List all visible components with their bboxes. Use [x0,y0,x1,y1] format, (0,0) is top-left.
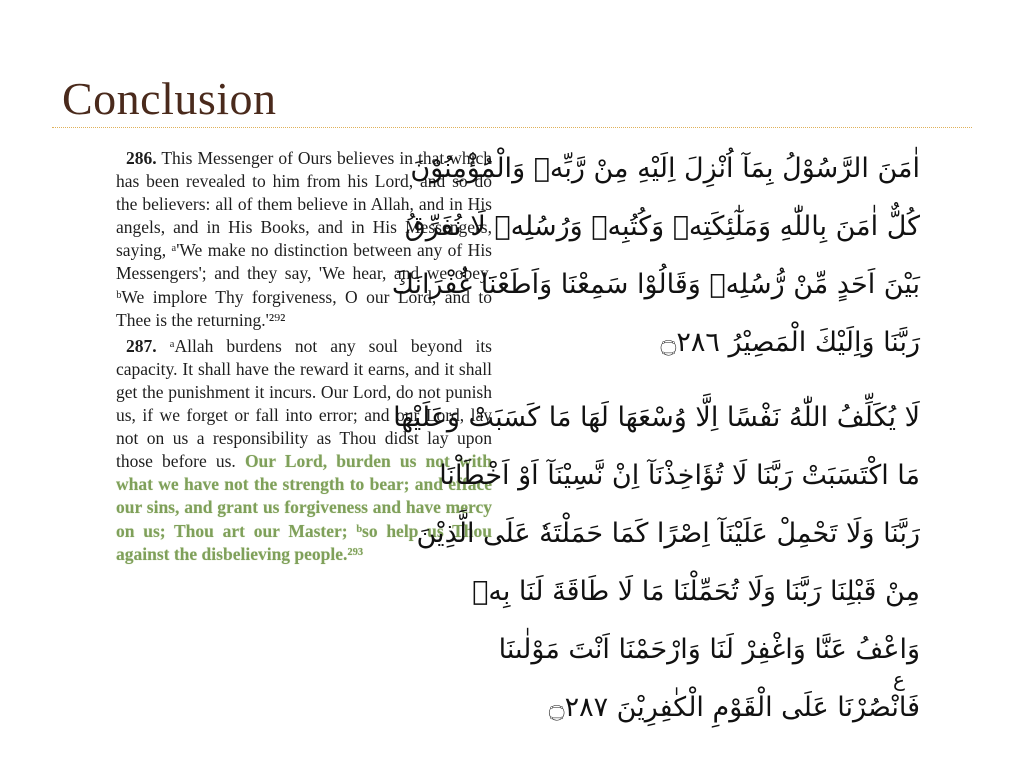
arabic-line: كُلٌّ اٰمَنَ بِاللّٰهِ وَمَلٰٓئِكَتِهٖ وَكُتُبِهٖ وَرُسُلِهٖ لَا نُفَرِّقُ [404,211,920,242]
title-divider [52,127,972,128]
arabic-line: لَا يُكَلِّفُ اللّٰهُ نَفْسًا اِلَّا وُسْعَهَا لَهَا مَا كَسَبَتْ وَعَلَيْهَا [393,402,920,433]
arabic-line: اٰمَنَ الرَّسُوْلُ بِمَآ اُنْزِلَ اِلَيْهِ مِنْ رَّبِّهٖ وَالْمُؤْمِنُوْنَ [410,153,920,184]
arabic-line: مِنْ قَبْلِنَا رَبَّنَا وَلَا تُحَمِّلْنَا مَا لَا طَاقَةَ لَنَا بِهٖ [472,576,920,607]
verse-text: ᵃAllah burdens not any soul beyond its capacity. It shall have the reward it earns, and it shall get the punishment it incurs. Our Lord, do not punish us, if we forget or fall into error; and our Lord, lay not on us a responsibility as Thou didst lay upon those before us. [116,335,492,472]
ruku-mark: ع [893,667,905,691]
verse-number: 286. [126,148,157,168]
arabic-line: فَانْصُرْنَا عَلَى الْقَوْمِ الْكٰفِرِيْنَ ۝٢٨٧ [548,692,920,723]
verse-text: This Messenger of Ours believes in that which has been revealed to him from his Lord, and so do the believers: all of them believe in Allah, and in His angels, and in His Books, and in His Messengers, saying, ᵃ'We make no distinction between any of His Messengers'; and they say, 'We hear, and we obey. ᵇWe implore Thy forgiveness, O our Lord, and to Thee is the returning.'²⁹² [116,148,493,330]
arabic-line: وَاعْفُ عَنَّا وَاغْفِرْ لَنَا وَارْحَمْنَا اَنْتَ مَوْلٰىنَا [498,634,920,665]
arabic-line: بَيْنَ اَحَدٍ مِّنْ رُّسُلِهٖ وَقَالُوْا سَمِعْنَا وَاَطَعْنَا غُفْرَانَكَ [391,269,920,300]
highlighted-passage: Our Lord, burden us not with what we have not the strength to bear; and efface our sins, and grant us forgiveness and have mercy on us; Thou art our Master; ᵇso help us Thou against the disbelieving people.²⁹³ [116,451,492,564]
slide-title: Conclusion [62,73,277,124]
arabic-line: مَا اكْتَسَبَتْ رَبَّنَا لَا تُؤَاخِذْنَآ اِنْ نَّسِيْنَآ اَوْ اَخْطَاْنَا [439,460,920,491]
arabic-text [391,140,920,737]
arabic-line: رَبَّنَا وَلَا تَحْمِلْ عَلَيْنَآ اِصْرًا كَمَا حَمَلْتَهٗ عَلَى الَّذِيْنَ [416,518,920,549]
verse-number: 287. [126,335,157,356]
arabic-line: رَبَّنَا وَاِلَيْكَ الْمَصِيْرُ ۝٢٨٦ [660,327,920,358]
